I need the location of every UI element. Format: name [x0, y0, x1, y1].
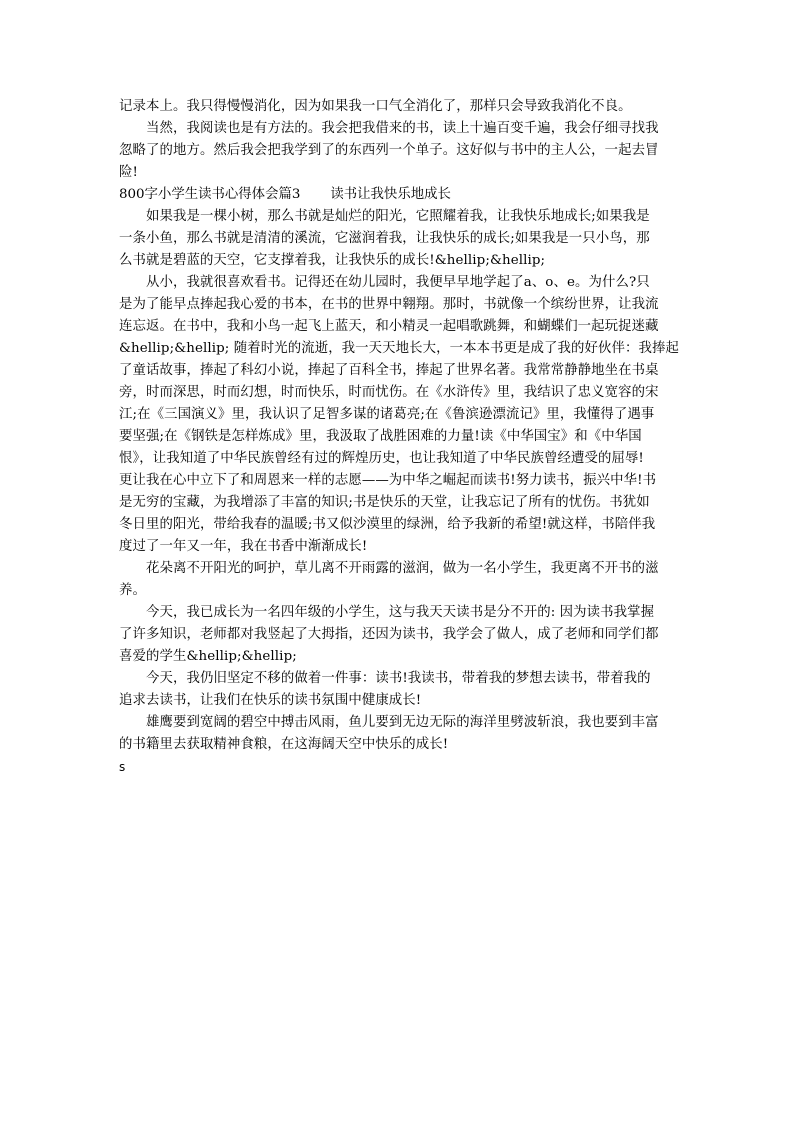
paragraph-3-line: 一条小鱼，那么书就是清清的溪流，它滋润着我，让我快乐的成长;如果我是一只小鸟，那: [119, 231, 650, 246]
paragraph-6: [119, 602, 679, 668]
paragraph-4-line: &hellip;&hellip; 随着时光的流逝，我一天天地长大，一本本书更是成了我的好伙伴：我捧起: [119, 341, 679, 356]
section-heading-title: 读书让我快乐地成长: [330, 187, 451, 202]
paragraph-5: [119, 558, 679, 602]
paragraph-4-line: 了童话故事，捧起了科幻小说，捧起了百科全书，捧起了世界名著。我常常静静地坐在书桌: [119, 363, 659, 378]
paragraph-7-line: 追求去读书，让我们在快乐的读书氛围中健康成长!: [119, 693, 422, 708]
paragraph-4-line: 度过了一年又一年，我在书香中渐渐成长!: [119, 539, 368, 554]
paragraph-6-line: 了许多知识，老师都对我竖起了大拇指，还因为读书，我学会了做人，成了老师和同学们都: [119, 627, 659, 642]
paragraph-2-line: 当然，我阅读也是有方法的。我会把我借来的书，读上十遍百变千遍，我会仔细寻找我: [146, 121, 659, 136]
paragraph-7-line: 今天，我仍旧坚定不移的做着一件事：读书!我读书，带着我的梦想去读书，带着我的: [146, 671, 651, 686]
paragraph-1: [119, 96, 679, 118]
paragraph-4-line: 冬日里的阳光，带给我春的温暖;书又似沙漠里的绿洲，给予我新的希望!就这样，书陪伴我: [119, 517, 656, 532]
paragraph-5-line: 花朵离不开阳光的呵护，草儿离不开雨露的滋润，做为一名小学生，我更离不开书的滋: [146, 561, 659, 576]
paragraph-4-line: 恨》，让我知道了中华民族曾经有过的辉煌历史，也让我知道了中华民族曾经遭受的屈辱!: [119, 451, 644, 466]
paragraph-4: [119, 272, 679, 558]
paragraph-4-line: 连忘返。在书中，我和小鸟一起飞上蓝天，和小精灵一起唱歌跳舞，和蝴蝶们一起玩捉迷藏: [119, 319, 659, 334]
paragraph-4-line: 从小，我就很喜欢看书。记得还在幼儿园时，我便早早地学起了a、o、e。为什么?只: [146, 275, 650, 290]
document-page: [119, 96, 679, 778]
paragraph-8-line: 的书籍里去获取精神食粮，在这海阔天空中快乐的成长!: [119, 737, 449, 752]
paragraph-4-line: 江;在《三国演义》里，我认识了足智多谋的诸葛亮;在《鲁滨逊漂流记》里，我懂得了遇事: [119, 407, 655, 422]
paragraph-4-line: 旁，时而深思，时而幻想，时而快乐，时而忧伤。在《水浒传》里，我结识了忠义宽容的宋: [119, 385, 659, 400]
paragraph-4-line: 是无穷的宝藏，为我增添了丰富的知识;书是快乐的天堂，让我忘记了所有的忧伤。书犹如: [119, 495, 650, 510]
paragraph-8-line: 雄鹰要到宽阔的碧空中搏击风雨，鱼儿要到无边无际的海洋里劈波斩浪，我也要到丰富: [146, 715, 659, 730]
section-heading-number: 800字小学生读书心得体会篇3: [119, 187, 301, 202]
paragraph-7: [119, 668, 679, 712]
paragraph-6-line: 喜爱的学生&hellip;&hellip;: [119, 649, 297, 664]
paragraph-2-line: 忽略了的地方。然后我会把我学到了的东西列一个单子。这好似与书中的主人公，一起去冒: [119, 143, 659, 158]
paragraph-1-line: 记录本上。我只得慢慢消化，因为如果我一口气全消化了，那样只会导致我消化不良。: [119, 99, 632, 114]
paragraph-6-line: 今天，我已成长为一名四年级的小学生，这与我天天读书是分不开的: 因为读书我掌握: [146, 605, 655, 620]
paragraph-4-line: 是为了能早点捧起我心爱的书本，在书的世界中翱翔。那时，书就像一个缤纷世界，让我流: [119, 297, 659, 312]
paragraph-8: [119, 712, 679, 756]
paragraph-3-line: 如果我是一棵小树，那么书就是灿烂的阳光，它照耀着我，让我快乐地成长;如果我是: [146, 209, 650, 224]
section-heading: [119, 184, 679, 206]
paragraph-2-line: 险!: [119, 165, 138, 180]
trailing-character: s: [119, 760, 126, 774]
paragraph-3-line: 么书就是碧蓝的天空，它支撑着我，让我快乐的成长!&hellip;&hellip;: [119, 253, 546, 268]
paragraph-4-line: 更让我在心中立下了和周恩来一样的志愿——为中华之崛起而读书!努力读书，振兴中华!书: [119, 473, 657, 488]
paragraph-4-line: 要坚强;在《钢铁是怎样炼成》里，我汲取了战胜困难的力量!读《中华国宝》和《中华国: [119, 429, 642, 444]
paragraph-2: [119, 118, 679, 184]
paragraph-3: [119, 206, 679, 272]
paragraph-5-line: 养。: [119, 583, 146, 598]
